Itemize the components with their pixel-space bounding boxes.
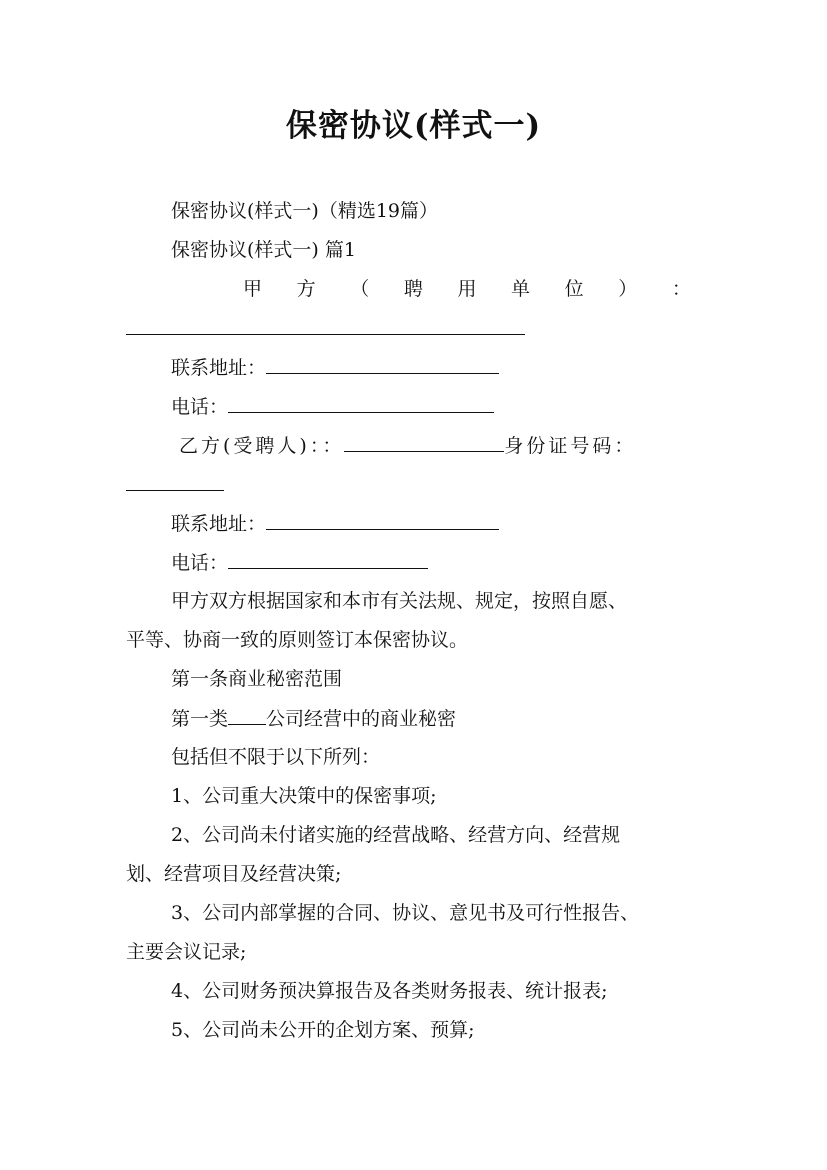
party-a-name-blank [126,334,525,335]
include-line: 包括但不限于以下所列： [171,746,381,768]
list-item-3-line-1: 3、公司内部掌握的合同、协议、意见书及可行性报告、 [171,902,640,924]
section-heading: 保密协议(样式一) 篇1 [171,239,356,261]
list-item-2-line-1: 2、公司尚未付诸实施的经营战略、经营方向、经营规 [171,824,621,846]
party-b-contact-blank [266,511,499,530]
party-b-phone-blank [228,550,428,569]
intro-paragraph-line-2: 平等、协商一致的原则签订本保密协议。 [126,629,469,651]
class-1-suffix: 公司经营中的商业秘密 [266,708,457,730]
party-a-char: （ [350,278,370,300]
party-a-contact-line [171,355,499,380]
article-1-heading: 第一条商业秘密范围 [171,668,343,690]
party-a-phone-blank [228,394,494,413]
party-a-char: 位 [564,278,584,300]
party-b-phone-label: 电话： [171,552,229,574]
party-b-line [179,433,636,458]
class-1-blank [228,706,266,725]
party-a-char: 方 [296,278,316,300]
party-b-id-label: 身份证号码： [504,435,637,457]
party-a-contact-blank [266,355,499,374]
party-b-id-blank [126,490,224,491]
party-a-char: 用 [457,278,477,300]
document-title: 保密协议(样式一) [285,108,542,144]
party-b-phone-line [171,550,428,575]
party-a-char: ： [671,278,691,300]
list-item-1: 1、公司重大决策中的保密事项; [171,785,437,807]
party-a-phone-label: 电话： [171,396,229,418]
party-a-line [243,277,691,301]
list-item-5: 5、公司尚未公开的企划方案、预算; [171,1019,475,1041]
class-1-prefix: 第一类 [171,708,229,730]
party-a-contact-label: 联系地址： [171,357,267,379]
list-item-3-line-2: 主要会议记录; [126,941,247,963]
party-a-char: 单 [511,278,531,300]
party-a-char: 聘 [403,278,423,300]
party-b-contact-label: 联系地址： [171,513,267,535]
party-a-char: ） [618,278,638,300]
document-subtitle: 保密协议(样式一)（精选19篇） [171,200,439,222]
list-item-2-line-2: 划、经营项目及经营决策; [126,863,342,885]
list-item-4: 4、公司财务预决算报告及各类财务报表、统计报表; [171,980,608,1002]
intro-paragraph-line-1: 甲方双方根据国家和本市有关法规、规定，按照自愿、 [171,590,628,612]
party-b-label: 乙方(受聘人)：： [179,435,345,457]
party-b-name-blank [344,433,504,452]
party-b-contact-line [171,511,499,536]
party-a-phone-line [171,394,494,419]
class-1-line [171,706,456,731]
party-a-char: 甲 [243,278,263,300]
